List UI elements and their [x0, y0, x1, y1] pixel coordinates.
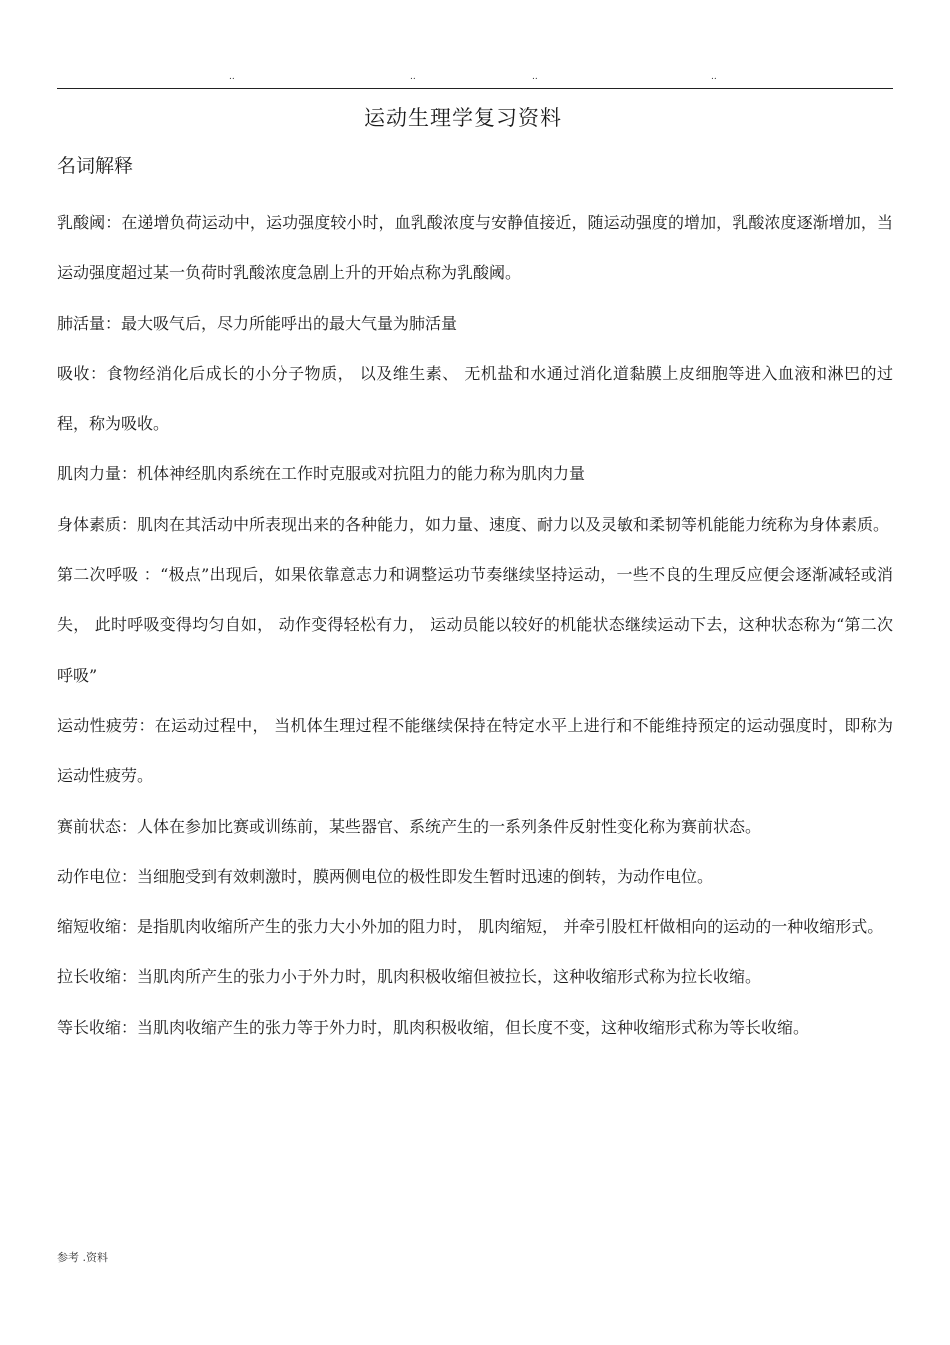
page-footer: 参考 .资料: [57, 1251, 108, 1264]
term-label: 乳酸阈: [57, 213, 106, 232]
header-mark: ..: [711, 72, 717, 82]
term-definition: 当肌肉收缩产生的张力等于外力时，肌肉积极收缩，但长度不变，这种收缩形式称为等长收缩。: [137, 1017, 810, 1037]
definition-vital-capacity: [57, 299, 893, 349]
header-mark: ..: [532, 72, 538, 82]
term-separator: ：: [138, 565, 161, 585]
term-label: 肌肉力量: [57, 464, 122, 484]
term-label: 肺活量: [57, 313, 106, 333]
term-separator: ：: [90, 363, 107, 383]
term-label: 赛前状态: [57, 816, 122, 836]
term-label: 缩短收缩: [57, 917, 122, 937]
term-separator: ：: [105, 213, 122, 232]
definition-muscle-strength: [57, 449, 893, 499]
term-label: 第二次呼吸: [57, 565, 139, 585]
term-separator: ：: [121, 917, 138, 937]
term-separator: ：: [121, 816, 138, 836]
term-separator: ：: [121, 967, 138, 987]
term-definition: 肌肉在其活动中所表现出来的各种能力，如力量、速度、耐力以及灵敏和柔韧等机能能力统称为身体素质。: [137, 514, 890, 534]
term-separator: ：: [121, 514, 138, 534]
term-definition: 在递增负荷运动中，运功强度较小时，血乳酸浓度与安静值接近，随运动强度的增加，乳酸浓度逐渐增加，当运动强度超过某一负荷时乳酸浓度急剧上升的开始点称为乳酸阈。: [57, 213, 893, 283]
definition-lactate-threshold: [57, 198, 893, 299]
definition-eccentric-contraction: [57, 952, 893, 1002]
header-rule: [57, 88, 893, 89]
term-separator: ：: [121, 1017, 138, 1037]
term-definition: “极点”出现后，如果依靠意志力和调整运功节奏继续坚持运动，一些不良的生理反应便会逐渐减轻或消失， 此时呼吸变得均匀自如， 动作变得轻松有力， 运动员能以较好的机能状态继续运动下去，这种状态称为“第二次呼吸”: [57, 565, 893, 685]
term-definition: 最大吸气后，尽力所能呼出的最大气量为肺活量: [121, 313, 458, 333]
term-definition: 在运动过程中， 当机体生理过程不能继续保持在特定水平上进行和不能维持预定的运动强度时，即称为运动性疲劳。: [57, 715, 893, 786]
header-mark: ..: [229, 72, 235, 82]
definition-pre-competition-state: [57, 802, 893, 852]
term-definition: 机体神经肌肉系统在工作时克服或对抗阻力的能力称为肌肉力量: [137, 464, 586, 484]
page-header-marks: [0, 72, 950, 86]
term-separator: ：: [121, 866, 138, 886]
section-heading: 名词解释: [57, 155, 134, 177]
term-definition: 当肌肉所产生的张力小于外力时，肌肉积极收缩但被拉长，这种收缩形式称为拉长收缩。: [137, 967, 762, 987]
definition-physical-fitness: [57, 500, 893, 550]
term-label: 身体素质: [57, 514, 122, 534]
term-label: 拉长收缩: [57, 967, 122, 987]
definition-absorption: [57, 349, 893, 450]
term-definition: 人体在参加比赛或训练前，某些器官、系统产生的一系列条件反射性变化称为赛前状态。: [137, 816, 762, 836]
document-title: 运动生理学复习资料: [364, 106, 562, 130]
header-mark: ..: [410, 72, 416, 82]
term-definition: 当细胞受到有效刺激时，膜两侧电位的极性即发生暂时迅速的倒转，为动作电位。: [137, 866, 714, 886]
definition-concentric-contraction: [57, 902, 893, 952]
definitions-list: [57, 198, 893, 1053]
term-label: 动作电位: [57, 866, 122, 886]
term-definition: 食物经消化后成长的小分子物质， 以及维生素、 无机盐和水通过消化道黏膜上皮细胞等进入血液和淋巴的过程，称为吸收。: [57, 363, 893, 434]
definition-isometric-contraction: [57, 1003, 893, 1053]
definition-second-wind: [57, 550, 893, 701]
term-definition: 是指肌肉收缩所产生的张力大小外加的阻力时， 肌肉缩短， 并牵引股杠杆做相向的运动的一种收缩形式。: [137, 917, 884, 937]
term-label: 等长收缩: [57, 1017, 122, 1037]
term-label: 吸收: [57, 363, 91, 383]
term-separator: ：: [121, 464, 138, 484]
term-label: 运动性疲劳: [57, 715, 139, 735]
definition-exercise-fatigue: [57, 701, 893, 802]
term-separator: ：: [105, 313, 122, 333]
definition-action-potential: [57, 852, 893, 902]
term-separator: ：: [138, 715, 155, 735]
